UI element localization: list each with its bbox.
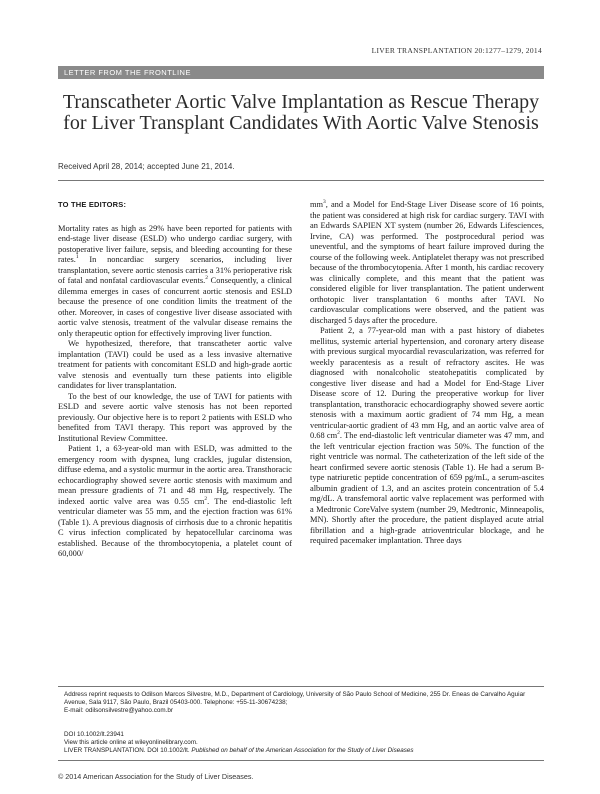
right-column (310, 200, 544, 547)
paragraph-hypothesis: We hypothesized, therefore, that transcatheter aortic valve implantation (TAVI) could be used as a less invasive alternative treatment for patients with concomitant ESLD and high-grade aortic valve stenosis and eventually turn these patients into eligible candidates for liver transplantation. (58, 339, 292, 390)
paragraph-patient-2: Patient 2, a 77-year-old man with a past history of diabetes mellitus, systemic arterial hypertension, and coronary artery disease with previous surgical myocardial revascularization, was referred for weekly paracentesis as a result of refractory ascites. He was diagnosed with nonalcoholic steatohepatitis complicated by congestive liver disease and had a Model for End-Stage Liver Disease score of 12. During the preoperative workup for liver transplantation, transthoracic echocardiography showed severe aortic stenosis with a maximum aortic gradient of 74 mm Hg, a mean ventricular-aortic gradient of 43 mm Hg, and an aortic valve area of 0.68 $cm^2$. The end-diastolic left ventricular diameter was 47 mm, and the left ventricular ejection fraction was 50%. The function of the right ventricle was normal. The catheterization of the left side of the heart confirmed severe aortic stenosis (Table 1). He had a serum B-type natriuretic peptide concentration of 659 pg/mL, a serum-ascites albumin gradient of 1.3, and an ascites protein concentration of 5.4 mg/dL. A transfemoral aortic valve replacement was performed with a Medtronic CoreValve system (number 29, Medtronic, Minneapolis, MN). Shortly after the procedure, the patient displayed acute atrial fibrillation and a high-grade atrioventricular blockage, and he required pacemaker implantation. Three days (310, 326, 544, 545)
footer-divider (58, 760, 544, 761)
paragraph-patient-1-cont: $mm^3$, and a Model for End-Stage Liver Disease score of 16 points, the patient was considered at high risk for cardiac surgery. TAVI with an Edwards SAPIEN XT system (number 26, Edwards Lifesciences, Irvine, CA) was performed. The postprocedural period was uneventful, and the symptoms of heart failure improved during the course of the following week. Antiplatelet therapy was not prescribed because of the thrombocytopenia. After 1 month, his cardiac recovery was clinically complete, and this meant that the patient was considered eligible for liver transplantation. The patient underwent orthotopic liver transplantation 6 months after TAVI. No cardiovascular complications were observed, and the patient was discharged 5 days after the procedure. (310, 199, 544, 325)
title-divider (58, 180, 544, 181)
footnote-address: Address reprint requests to Odilson Marcos Silvestre, M.D., Department of Cardiology, University of São Paulo School of Medicine, 255 Dr. Eneas de Carvalho Aguiar Avenue, Sala 9117, São Paulo, Brazil 05403-000. Telephone: +55-11-30674238; E-mail: odilsonsilvestre@yahoo.com.br (64, 691, 526, 714)
left-column (58, 200, 292, 560)
copyright-notice: © 2014 American Association for the Study of Liver Diseases. (58, 772, 254, 781)
salutation: TO THE EDITORS: (58, 200, 127, 209)
paragraph-intro: Mortality rates as high as 29% have been reported for patients with end-stage liver disease (ESLD) who undergo cardiac surgery, with postoperative liver failure, sepsis, and bleeding accounting for these rates.$^1$ In noncardiac surgery scenarios, including liver transplantation, severe aortic stenosis carries a 31% perioperative risk of fatal and nonfatal cardiovascular events.$^2$ Consequently, a clinical dilemma emerges in cases of concurrent aortic stenosis and ESLD because the presence of one condition limits the treatment of the other. Moreover, in cases of congestive liver disease associated with aortic valve stenosis, treatment of the valvular disease remains the only therapeutic option for effectively improving liver function. (58, 223, 292, 338)
received-date: Received April 28, 2014; accepted June 21, 2014. (58, 162, 235, 171)
section-banner: LETTER FROM THE FRONTLINE (58, 66, 544, 79)
paragraph-patient-1: Patient 1, a 63-year-old man with ESLD, was admitted to the emergency room with dyspnea, lung crackles, jugular distension, diffuse edema, and a systolic murmur in the aortic area. Transthoracic echocardiography showed severe aortic stenosis with maximum and mean pressure gradients of 71 and 48 mm Hg, respectively. The indexed aortic valve area was 0.55 $cm^2$. The end-diastolic left ventricular diameter was 55 mm, and the ejection fraction was 61% (Table 1). A previous diagnosis of cirrhosis due to a chronic hepatitis C virus infection complicated by hepatocellular carcinoma was established. Because of the thrombocytopenia, a platelet count of 60,000/ (58, 444, 292, 558)
article-title: Transcatheter Aortic Valve Implantation as Rescue Therapy for Liver Transplant Candidates With Aortic Valve Stenosis (62, 91, 540, 134)
journal-citation: LIVER TRANSPLANTATION 20:1277–1279, 2014 (371, 46, 542, 55)
footnote-divider (58, 686, 544, 687)
paragraph-objective: To the best of our knowledge, the use of TAVI for patients with ESLD and severe aortic valve stenosis has not been reported previously. Our objective here is to report 2 patients with ESLD who benefited from TAVI therapy. This report was approved by the Institutional Review Committee. (58, 391, 292, 443)
footnote-doi: DOI 10.1002/lt.23941 View this article online at wileyonlinelibrary.com. LIVER TRANSPLANTATION. DOI 10.1002/lt. Published on behalf of the American Association for the Study of Liver Diseases (64, 731, 414, 754)
